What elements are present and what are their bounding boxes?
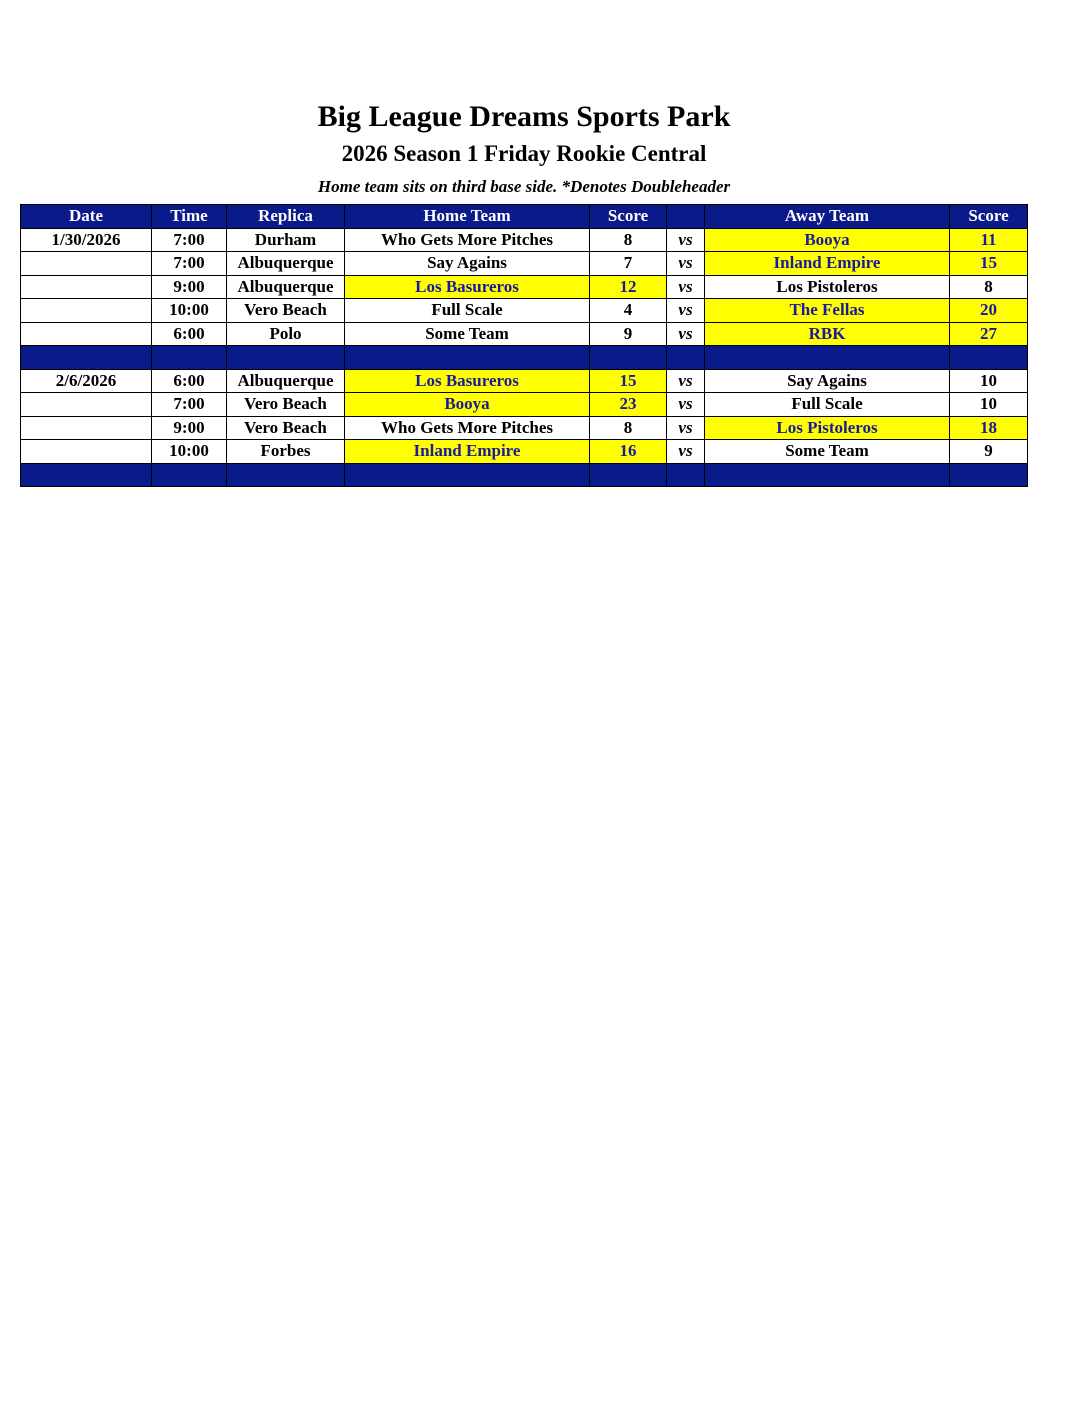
vs-cell: vs <box>667 299 705 323</box>
home-score-cell: 4 <box>590 299 667 323</box>
table-row <box>21 275 1028 299</box>
column-header-home-score: Score <box>590 205 667 229</box>
away-score-cell: 11 <box>950 228 1028 252</box>
vs-cell: vs <box>667 440 705 464</box>
home-score-cell: 8 <box>590 228 667 252</box>
replica-cell: Vero Beach <box>227 299 345 323</box>
separator-cell <box>705 346 950 370</box>
time-cell: 6:00 <box>152 322 227 346</box>
home-score-cell: 12 <box>590 275 667 299</box>
separator-cell <box>667 346 705 370</box>
date-cell <box>21 416 152 440</box>
time-cell: 6:00 <box>152 369 227 393</box>
vs-cell: vs <box>667 369 705 393</box>
time-cell: 10:00 <box>152 299 227 323</box>
separator-cell <box>950 346 1028 370</box>
page-subtitle: 2026 Season 1 Friday Rookie Central <box>341 141 707 166</box>
table-row <box>21 369 1028 393</box>
table-row <box>21 322 1028 346</box>
away-score-cell: 18 <box>950 416 1028 440</box>
separator-cell <box>590 463 667 487</box>
vs-cell: vs <box>667 322 705 346</box>
away-team-cell: Inland Empire <box>705 252 950 276</box>
separator-cell <box>950 463 1028 487</box>
date-cell <box>21 299 152 323</box>
separator-cell <box>590 346 667 370</box>
home-team-cell: Who Gets More Pitches <box>345 228 590 252</box>
separator-cell <box>345 463 590 487</box>
away-team-cell: Los Pistoleros <box>705 416 950 440</box>
away-team-cell: Say Agains <box>705 369 950 393</box>
home-team-cell: Inland Empire <box>345 440 590 464</box>
away-score-cell: 15 <box>950 252 1028 276</box>
replica-cell: Durham <box>227 228 345 252</box>
home-score-cell: 8 <box>590 416 667 440</box>
away-score-cell: 27 <box>950 322 1028 346</box>
page-title: Big League Dreams Sports Park <box>317 100 731 133</box>
separator-cell <box>667 463 705 487</box>
table-row <box>21 440 1028 464</box>
separator-cell <box>227 463 345 487</box>
column-header-time: Time <box>152 205 227 229</box>
time-cell: 7:00 <box>152 228 227 252</box>
replica-cell: Vero Beach <box>227 416 345 440</box>
time-cell: 9:00 <box>152 416 227 440</box>
header-row <box>21 205 1028 229</box>
time-cell: 9:00 <box>152 275 227 299</box>
home-score-cell: 23 <box>590 393 667 417</box>
table-row <box>21 228 1028 252</box>
separator-cell <box>705 463 950 487</box>
date-cell: 2/6/2026 <box>21 369 152 393</box>
separator-cell <box>152 346 227 370</box>
date-cell <box>21 393 152 417</box>
home-score-cell: 16 <box>590 440 667 464</box>
separator-cell <box>21 463 152 487</box>
separator-cell <box>345 346 590 370</box>
date-cell: 1/30/2026 <box>21 228 152 252</box>
time-cell: 7:00 <box>152 252 227 276</box>
date-cell <box>21 440 152 464</box>
schedule-body <box>21 228 1028 487</box>
column-header-away-score: Score <box>950 205 1028 229</box>
away-score-cell: 20 <box>950 299 1028 323</box>
home-team-cell: Who Gets More Pitches <box>345 416 590 440</box>
away-team-cell: Booya <box>705 228 950 252</box>
column-header-vs <box>667 205 705 229</box>
replica-cell: Forbes <box>227 440 345 464</box>
replica-cell: Albuquerque <box>227 369 345 393</box>
vs-cell: vs <box>667 228 705 252</box>
separator-row <box>21 463 1028 487</box>
vs-cell: vs <box>667 252 705 276</box>
vs-cell: vs <box>667 275 705 299</box>
separator-cell <box>21 346 152 370</box>
column-header-date: Date <box>21 205 152 229</box>
away-team-cell: Some Team <box>705 440 950 464</box>
away-score-cell: 10 <box>950 393 1028 417</box>
home-team-cell: Some Team <box>345 322 590 346</box>
time-cell: 7:00 <box>152 393 227 417</box>
home-team-cell: Los Basureros <box>345 275 590 299</box>
column-header-replica: Replica <box>227 205 345 229</box>
away-team-cell: RBK <box>705 322 950 346</box>
page-note: Home team sits on third base side. *Denotes Doubleheader <box>317 177 731 196</box>
home-score-cell: 7 <box>590 252 667 276</box>
replica-cell: Albuquerque <box>227 275 345 299</box>
vs-cell: vs <box>667 393 705 417</box>
column-header-home-team: Home Team <box>345 205 590 229</box>
away-team-cell: Full Scale <box>705 393 950 417</box>
vs-cell: vs <box>667 416 705 440</box>
home-team-cell: Booya <box>345 393 590 417</box>
date-cell <box>21 275 152 299</box>
table-row <box>21 299 1028 323</box>
away-team-cell: The Fellas <box>705 299 950 323</box>
separator-row <box>21 346 1028 370</box>
table-row <box>21 393 1028 417</box>
away-team-cell: Los Pistoleros <box>705 275 950 299</box>
home-team-cell: Full Scale <box>345 299 590 323</box>
table-row <box>21 252 1028 276</box>
away-score-cell: 9 <box>950 440 1028 464</box>
schedule-table <box>20 204 1028 487</box>
away-score-cell: 8 <box>950 275 1028 299</box>
home-score-cell: 9 <box>590 322 667 346</box>
replica-cell: Vero Beach <box>227 393 345 417</box>
date-cell <box>21 322 152 346</box>
away-score-cell: 10 <box>950 369 1028 393</box>
table-row <box>21 416 1028 440</box>
replica-cell: Albuquerque <box>227 252 345 276</box>
date-cell <box>21 252 152 276</box>
column-header-away-team: Away Team <box>705 205 950 229</box>
separator-cell <box>227 346 345 370</box>
replica-cell: Polo <box>227 322 345 346</box>
time-cell: 10:00 <box>152 440 227 464</box>
home-team-cell: Say Agains <box>345 252 590 276</box>
separator-cell <box>152 463 227 487</box>
home-score-cell: 15 <box>590 369 667 393</box>
home-team-cell: Los Basureros <box>345 369 590 393</box>
